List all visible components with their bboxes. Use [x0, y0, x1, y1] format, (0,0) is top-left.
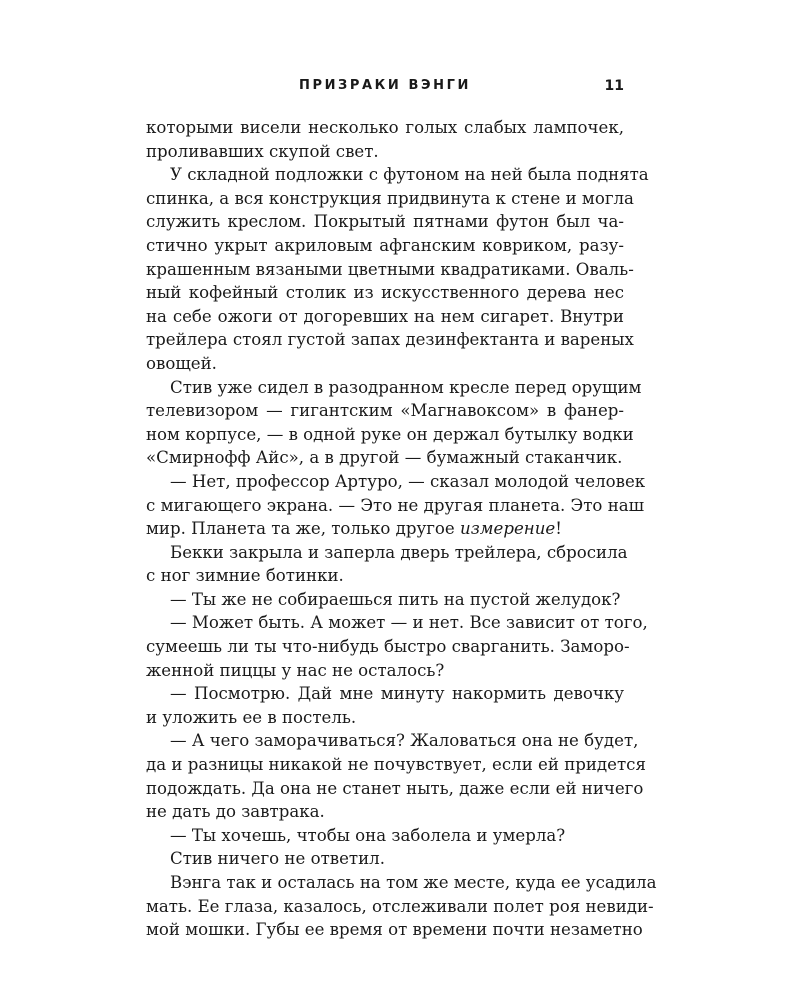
text-line: — Ты же не собираешься пить на пустой желудок? [170, 589, 621, 609]
text-line: телевизором — гигантским «Магнавоксом» в фанер- [146, 401, 624, 421]
text-line: «Смирнофф Айс», а в другой — бумажный стаканчик. [146, 448, 623, 468]
text-line: стично укрыт акриловым афганским ковриком, разу- [146, 235, 624, 255]
text-line: с мигающего экрана. — Это не другая планета. Это наш [146, 495, 645, 515]
text-line: Стив ничего не ответил. [170, 849, 385, 869]
text-line: Бекки закрыла и заперла дверь трейлера, сбросила [170, 542, 628, 562]
text-line: на себе ожоги от догоревших на нем сигарет. Внутри [146, 306, 624, 326]
text-line: трейлера стоял густой запах дезинфектанта и вареных [146, 330, 634, 350]
text-line: спинка, а вся конструкция придвинута к стене и могла [146, 188, 634, 208]
body-text [146, 116, 657, 942]
text-line: с ног зимние ботинки. [146, 566, 344, 586]
text-line: не дать до завтрака. [146, 802, 325, 822]
text-line: — А чего заморачиваться? Жаловаться она не будет, [170, 731, 639, 751]
text-line: — Может быть. А может — и нет. Все зависит от того, [170, 613, 648, 633]
text-line: проливавших скупой свет. [146, 141, 379, 161]
page-number: 11 [604, 78, 624, 94]
text-line: — Ты хочешь, чтобы она заболела и умерла? [170, 825, 566, 845]
text-line: — Нет, профессор Артуро, — сказал молодой человек [170, 471, 646, 491]
text-line-italic-mixed [146, 517, 624, 541]
text-line: Стив уже сидел в разодранном кресле перед орущим [170, 377, 642, 397]
text-line: ный кофейный столик из искусственного дерева нес [146, 283, 624, 303]
text-line: — Посмотрю. Дай мне минуту накормить девочку [170, 684, 624, 704]
text-line: Вэнга так и осталась на том же месте, куда ее усадила [170, 873, 657, 892]
text-line: У складной подложки с футоном на ней была поднята [170, 165, 649, 185]
text-line: подождать. Да она не станет ныть, даже если ей ничего [146, 778, 644, 798]
text-line: женной пиццы у нас не осталось? [146, 660, 445, 680]
running-head [146, 78, 624, 100]
text-line: мой мошки. Губы ее время от времени почти незаметно [146, 920, 643, 940]
text-line: сумеешь ли ты что-нибудь быстро сварганить. Заморо- [146, 637, 630, 657]
text-line: и уложить ее в постель. [146, 707, 357, 727]
text-line: которыми висели несколько голых слабых лампочек, [146, 118, 624, 137]
text-line: крашенным вязаными цветными квадратиками. Оваль- [146, 259, 634, 279]
text-line: служить креслом. Покрытый пятнами футон был ча- [146, 212, 624, 232]
text-line: да и разницы никакой не почувствует, если ей придется [146, 755, 646, 775]
text-segment: мир. Планета та же, только другое [146, 519, 461, 539]
emphasized-word: измерение [460, 519, 556, 539]
text-line: овощей. [146, 353, 217, 373]
text-line: мать. Ее глаза, казалось, отслеживали полет роя невиди- [146, 896, 654, 916]
text-line: ном корпусе, — в одной руке он держал бутылку водки [146, 424, 634, 444]
running-title: ПРИЗРАКИ ВЭНГИ [298, 78, 472, 93]
text-segment: ! [555, 519, 562, 539]
